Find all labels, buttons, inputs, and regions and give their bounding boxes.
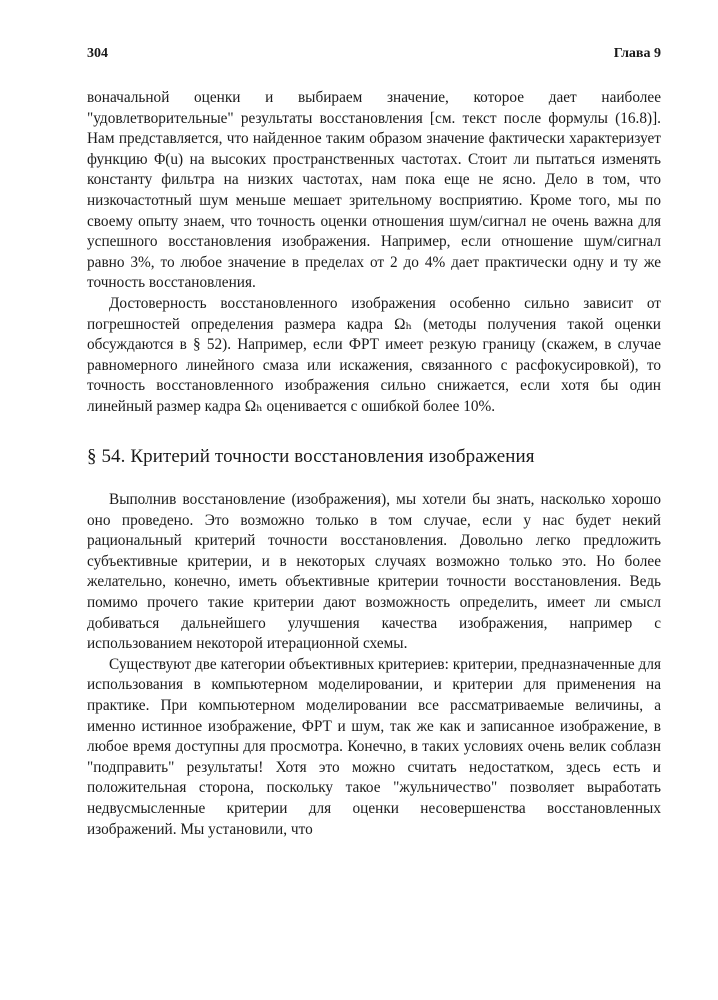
page-number: 304 <box>87 46 108 61</box>
paragraph: Выполнив восстановление (изображения), мы хотели бы знать, насколько хорошо оно проведено. Это возможно только в том случае, если у нас будет некий рациональный критерий точности восстановления. Довольно легко предложить субъективные критерии, и в некоторых случаях возможно только это. Но более желательно, конечно, иметь объективные критерии точности восстановления. Ведь помимо прочего такие критерии дают возможность определить, имеет ли смысл добиваться дальнейшего улучшения качества изображения, например с использованием некоторой итерационной схемы. <box>87 491 661 653</box>
section-continuation <box>87 88 661 418</box>
section-body <box>87 490 661 840</box>
paragraph: Существуют две категории объективных критериев: критерии, предназначенные для использования в компьютерном моделировании, и критерии для применения на практике. При компьютерном моделировании все рассматриваемые величины, а именно истинное изображение, ФРТ и шум, так же как и записанное изображение, в любое время доступны для просмотра. Конечно, в таких условиях очень велик соблазн "подправить" результаты! Хотя это можно считать недостатком, здесь есть и положительная сторона, поскольку такое "жульничество" позволяет выработать недвусмысленные критерии для оценки несовершенства восстановленных изображений. Мы установили, что <box>87 655 661 838</box>
section-heading: § 54. Критерий точности восстановления изображения <box>87 446 535 467</box>
paragraph: Достоверность восстановленного изображения особенно сильно зависит от погрешностей определения размера кадра Ωₕ (методы получения такой оценки обсуждаются в § 52). Например, если ФРТ имеет резкую границу (скажем, в случае равномерного линейного смаза или искажения, связанного с расфокусировкой), то точность восстановленного изображения сильно снижается, если хотя бы один линейный размер кадра Ωₕ оценивается с ошибкой более 10%. <box>87 294 661 415</box>
paragraph: воначальной оценки и выбираем значение, которое дает наиболее "удовлетворительные" результаты восстановления [см. текст после формулы (16.8)]. Нам представляется, что найденное таким образом значение фактически характеризует функцию Φ(u) на высоких пространственных частотах. Стоит ли пытаться изменять константу фильтра на низких частотах, нам пока еще не ясно. Дело в том, что низкочастотный шум меньше мешает зрительному восприятию. Кроме того, мы по своему опыту знаем, что точность оценки отношения шум/сигнал не очень важна для успешного восстановления изображения. Например, если отношение шум/сигнал равно 3%, то любое значение в пределах от 2 до 4% дает практически одну и ту же точность восстановления. <box>87 89 661 292</box>
chapter-label: Глава 9 <box>613 46 661 61</box>
running-header <box>87 46 661 62</box>
